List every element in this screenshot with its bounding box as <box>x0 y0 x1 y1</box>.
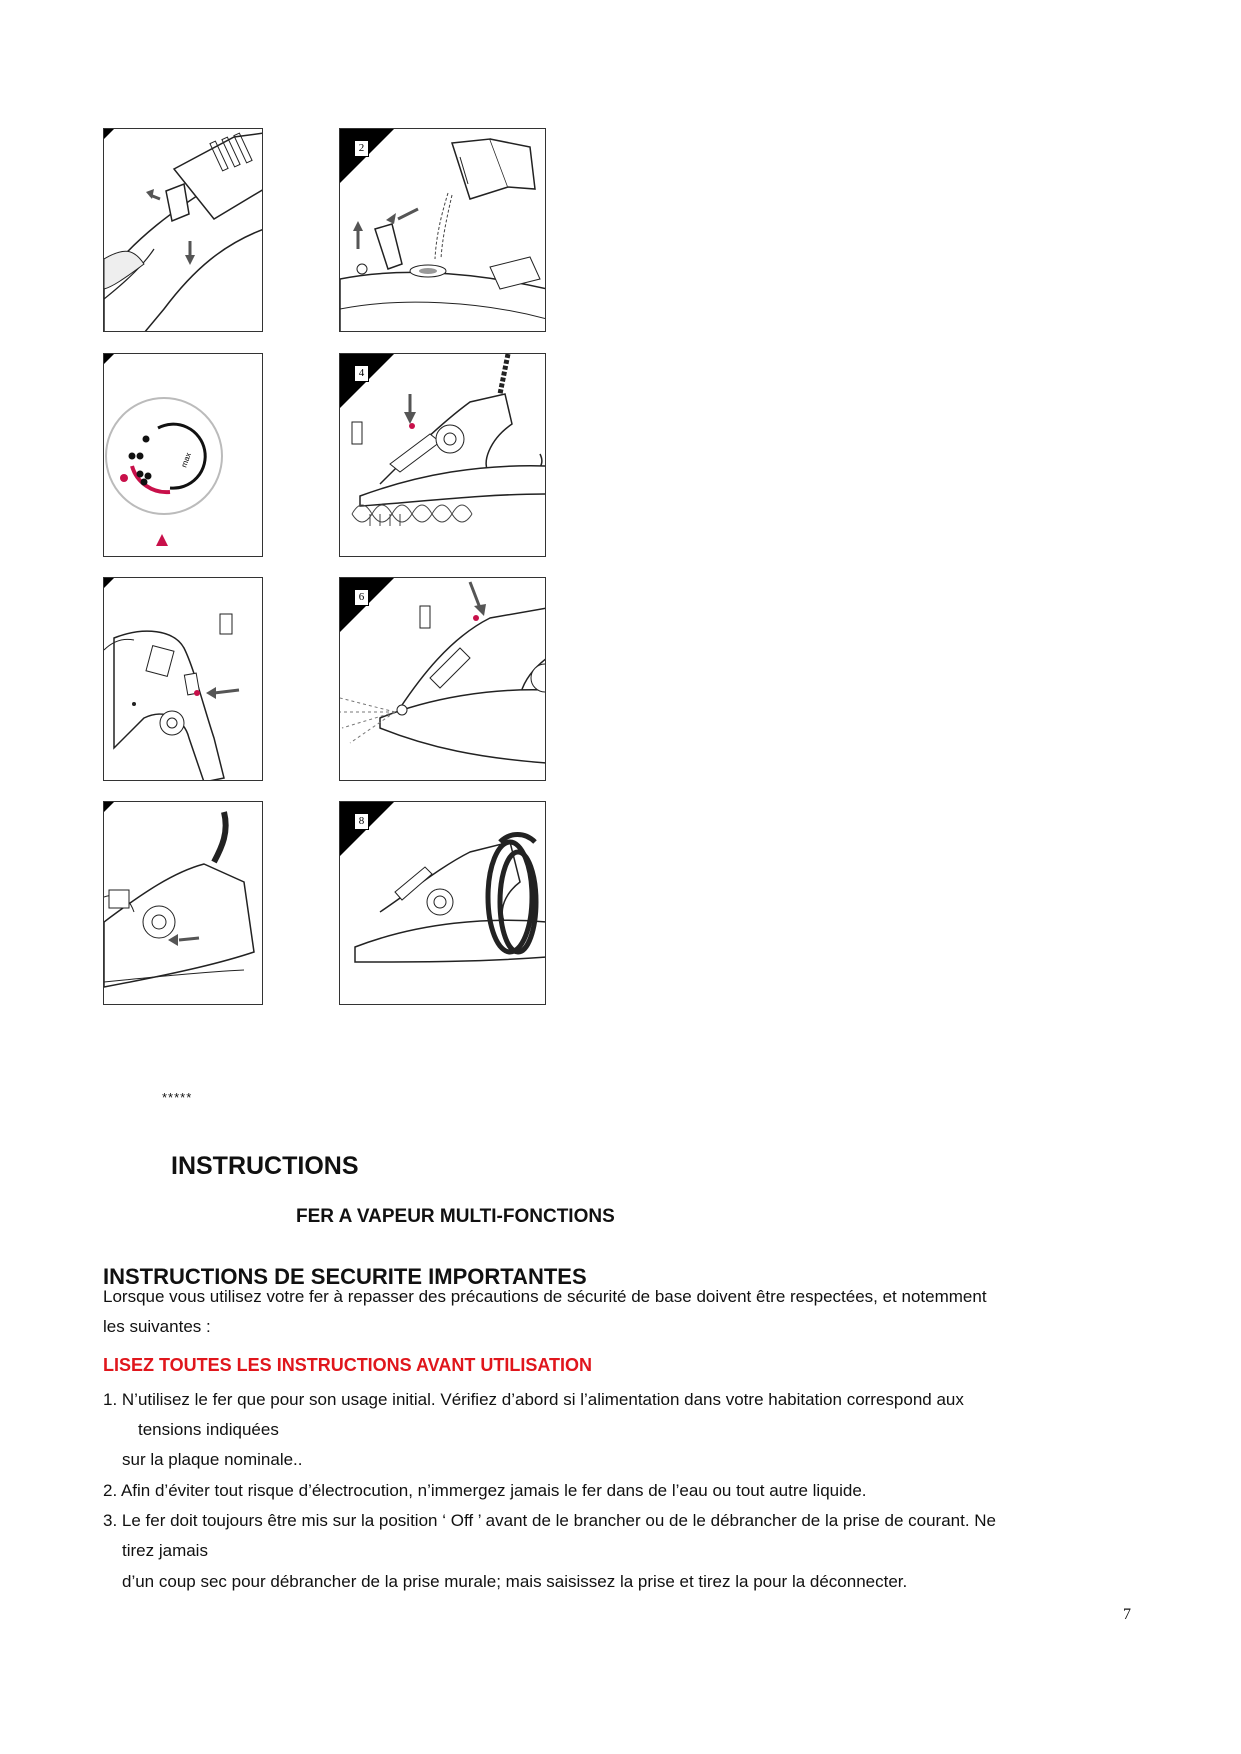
safety-item-2: 2. Afin d’éviter tout risque d’électrocution, n’immergez jamais le fer dans de l’eau ou tout autre liquide. <box>103 1481 867 1500</box>
step-8-panel <box>339 801 546 1005</box>
temperature-dial-drawing <box>104 354 263 557</box>
page-subtitle: FER A VAPEUR MULTI-FONCTIONS <box>296 1206 615 1227</box>
step-number-badge: 4 <box>354 365 369 382</box>
step-6-panel <box>339 577 546 781</box>
steam-burst-drawing <box>104 578 263 781</box>
step-3-panel <box>103 353 263 557</box>
safety-item-3-line-1: 3. Le fer doit toujours être mis sur la position ‘ Off ’ avant de le brancher ou de le débrancher de la prise de courant. Ne <box>103 1511 997 1530</box>
step-number-badge: 8 <box>354 813 369 830</box>
safety-item-1-line-2: tensions indiquées <box>138 1420 279 1439</box>
safety-item-3-line-3: d’un coup sec pour débrancher de la prise murale; mais saisissez la prise et tirez la pour la déconnecter. <box>122 1572 908 1591</box>
safety-item-3-line-2: tirez jamais <box>122 1541 208 1560</box>
fill-inlet-drawing <box>104 129 263 332</box>
safety-section-title: INSTRUCTIONS DE SECURITE IMPORTANTES <box>103 1264 587 1289</box>
safety-warning: LISEZ TOUTES LES INSTRUCTIONS AVANT UTILISATION <box>103 1355 593 1375</box>
step-1-panel <box>103 128 263 332</box>
self-clean-drawing <box>104 802 263 1005</box>
safety-item-1-line-1: 1. N’utilisez le fer que pour son usage initial. Vérifiez d’abord si l’alimentation dans votre habitation correspond aux <box>103 1390 964 1409</box>
safety-intro-line-1: Lorsque vous utilisez votre fer à repasser des précautions de sécurité de base doivent être respectées, et notemment <box>103 1287 987 1306</box>
cord-storage-drawing <box>340 802 546 1005</box>
pour-water-drawing <box>340 129 546 332</box>
step-2-panel <box>339 128 546 332</box>
section-separator: ***** <box>162 1090 193 1105</box>
page-title: INSTRUCTIONS <box>171 1152 359 1180</box>
spray-drawing <box>340 578 546 781</box>
page-number: 7 <box>1123 1606 1131 1623</box>
step-5-panel <box>103 577 263 781</box>
step-number-badge: 6 <box>354 589 369 606</box>
safety-item-1-line-3: sur la plaque nominale.. <box>122 1450 303 1469</box>
steam-setting-drawing <box>340 354 546 557</box>
step-4-panel <box>339 353 546 557</box>
safety-intro-line-2: les suivantes : <box>103 1317 211 1336</box>
step-number-badge: 2 <box>354 140 369 157</box>
step-7-panel <box>103 801 263 1005</box>
dial-max-label: max <box>179 451 194 469</box>
